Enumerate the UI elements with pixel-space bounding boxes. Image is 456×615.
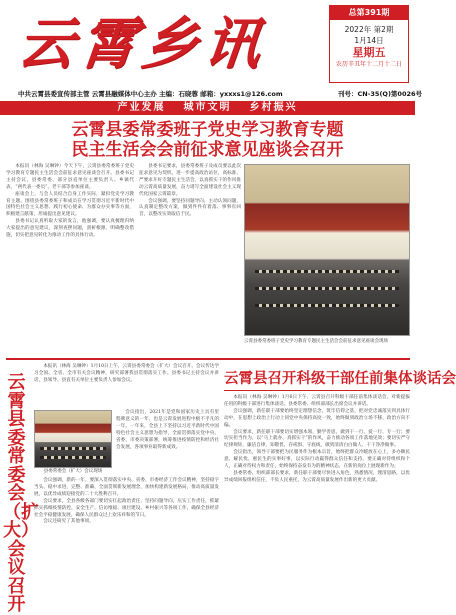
- issue-year: 2022年 第2期: [344, 25, 394, 34]
- second-photo: [34, 410, 112, 468]
- issue-weekday: 星期五: [352, 46, 386, 59]
- paragraph: 本报讯（林海 吴琳钟）1月6日下午，云霄县召开科级干部任前集体谈话会，对新提拔任用的科级干部进行集体谈话。县委常委、组织部部长出席会议并讲话。: [224, 395, 410, 407]
- issue-lunar-date: 农历辛丑年十二月十二日: [335, 61, 402, 68]
- issue-info-box: [329, 5, 409, 83]
- paragraph: 会议指出，领导干部要把为民服务作为根本宗旨，始终把群众冷暖放在心上，多办顺民意、解民忧、惠民生的实事好事，以实际行动赢得群众信任和支持。要正确对待组织和个人，正确对待权力和责任，始终保持奋发有为的精神状态，在新的岗位上展现新作为。: [224, 450, 410, 470]
- paragraph: 本报讯（林海 吴琳钟）1月10日上午，云霄县委常委会（扩大）会议召开。会议传达学习全国、全省、全市有关会议精神，研究部署我县贯彻落实工作。县委书记主持会议并讲话，县领导、县直有关单位主要负责人参加会议。: [34, 364, 219, 383]
- third-article: [224, 395, 410, 584]
- photo-detail: [40, 447, 107, 450]
- photo-detail: [255, 304, 399, 307]
- lead-headline-line-2: 民主生活会会前征求意见座谈会召开: [71, 140, 344, 160]
- banner-item-rural: 乡村振兴: [249, 102, 298, 113]
- paragraph: 会议强调，要坚持问题导向，主动认领问题，认真制定整改方案，做到件件有着落、事事有回音，以整改实效取信于民。: [139, 198, 241, 218]
- second-article-top: [34, 364, 219, 406]
- second-vertical-headline: 云霄县委常委会（扩大）会议召开: [3, 372, 39, 615]
- lead-photo: [244, 164, 410, 336]
- paragraph: 会议要求，全县各级各部门要切实扛起政治责任，坚持问题导向，压实工作责任，抓紧抓实抓细疫情防控、安全生产、信访维稳、项目建设、乡村振兴等各项工作，确保全县经济社会平稳健康发展，确保人民群众过上欢乐祥和的节日。: [34, 498, 219, 518]
- lead-headline-line-1: 云霄县委常委班子党史学习教育专题: [71, 120, 344, 140]
- photo-detail: [255, 287, 399, 290]
- paragraph: 会议指出，2021年是党和国家历史上具有里程碑意义的一年，也是云霄发展进程中极不平凡的一年。一年来，全县上下坚持以习近平新时代中国特色社会主义思想为指导，全面贯彻落实党中央、省委、市委决策部署，统筹推进疫情防控和经济社会发展，各项事业取得新成效。: [116, 410, 219, 450]
- newspaper-title: 云霄乡讯: [14, 11, 270, 77]
- paragraph: 会议要求，新任职干部要切实增强本领，勤学善思，做到干一行、爱一行、专一行；要切实担当作为，以“马上就办、真抓实干”的作风，奋力推动各项工作落地见效；要切实严守纪律规矩，廉洁自律，知敬畏、存戒惧、守底线，做到清清白白做人、干干净净做事。: [224, 429, 410, 449]
- lead-headline: [6, 120, 409, 160]
- photo-detail: [255, 270, 399, 273]
- paragraph: 县委书记要求，县委常委班子及成员要以此次征求意见为契机，进一步提高政治站位，高标准、严要求开好专题民主生活会，以真抓实干的作风推动云霄高质量发展，奋力谱写全面建设社会主义现代化国家云霄篇章。: [139, 164, 241, 197]
- banner-item-industry: 产业发展: [117, 102, 166, 113]
- paragraph: 会议强调，新的一年，要深入贯彻落实中央、省委、市委经济工作会议精神，坚持稳字当头、稳中求进，完整、准确、全面贯彻新发展理念，加快构建新发展格局，推动高质量发展，以优异成绩迎接党的二十大胜利召开。: [34, 478, 219, 497]
- issue-total: 总第391期: [330, 6, 408, 20]
- cn-code: 刊号：CN-35(Q)第0026号: [338, 90, 423, 98]
- sponsor-line: 中共云霄县委宣传部主管 云霄县融媒体中心主办 主编：石晓蓉 邮箱：yxxxs1@126.com: [18, 90, 283, 98]
- third-headline: 云霄县召开科级干部任前集体谈话会: [224, 367, 410, 391]
- paragraph: 县委常委、组织部部长要求，新任职干部要尽快进入角色，熟悉情况，理清思路，以优异成绩回报组织信任，不负人民重托，为云霄高质量发展作出新的更大贡献。: [224, 470, 410, 483]
- second-article-bottom: [34, 478, 219, 584]
- lead-photo-caption: 云霄县委常委班子党史学习教育专题民主生活会会前征求意见座谈会现场: [244, 339, 388, 344]
- paragraph: 座谈会上，与会人员结合自身工作实际，紧扣党史学习教育主题，围绕县委常委班子和成员在学习贯彻习近平新时代中国特色社会主义思想、践行初心使命、为群众办实事等方面，积极建言献策，坦诚提出意见建议。: [6, 191, 134, 218]
- paragraph: 会议还研究了其他事项。: [43, 519, 94, 525]
- paragraph: 县委书记认真听取大家的发言，他强调，要认真梳理归纳大家提出的意见建议，深刻查摆问题，剖析根源，明确整改措施，切实把意见转化为推动工作的具体行动。: [6, 219, 134, 239]
- photo-detail: [40, 456, 107, 459]
- masthead: [0, 0, 415, 88]
- section-banner: [0, 101, 415, 115]
- paragraph: 本报讯（林海 吴琳钟）今天下午，云霄县委常委班子党史学习教育专题民主生活会会前征求意见座谈会召开。县委书记主持会议，县委常委、部分县直单位主要负责人、乡镇代表、“两代表一委员”、老干部等参加座谈。: [6, 164, 134, 190]
- section-divider: [6, 358, 410, 360]
- banner-item-civility: 城市文明: [183, 102, 232, 113]
- lead-article-left: [6, 164, 134, 356]
- second-photo-caption: 县委常委会（扩大）会议现场: [43, 469, 103, 474]
- lead-article-middle: [139, 164, 241, 356]
- paragraph: 会议强调，新任职干部要始终坚定理想信念，筑牢信仰之基，把对党忠诚落实到具体行动中，在思想上政治上行动上同党中央保持高度一致，始终做到政治立场不移、政治方向不偏。: [224, 408, 410, 428]
- issue-date: 1月14日: [354, 36, 384, 45]
- second-article-side: [116, 410, 219, 476]
